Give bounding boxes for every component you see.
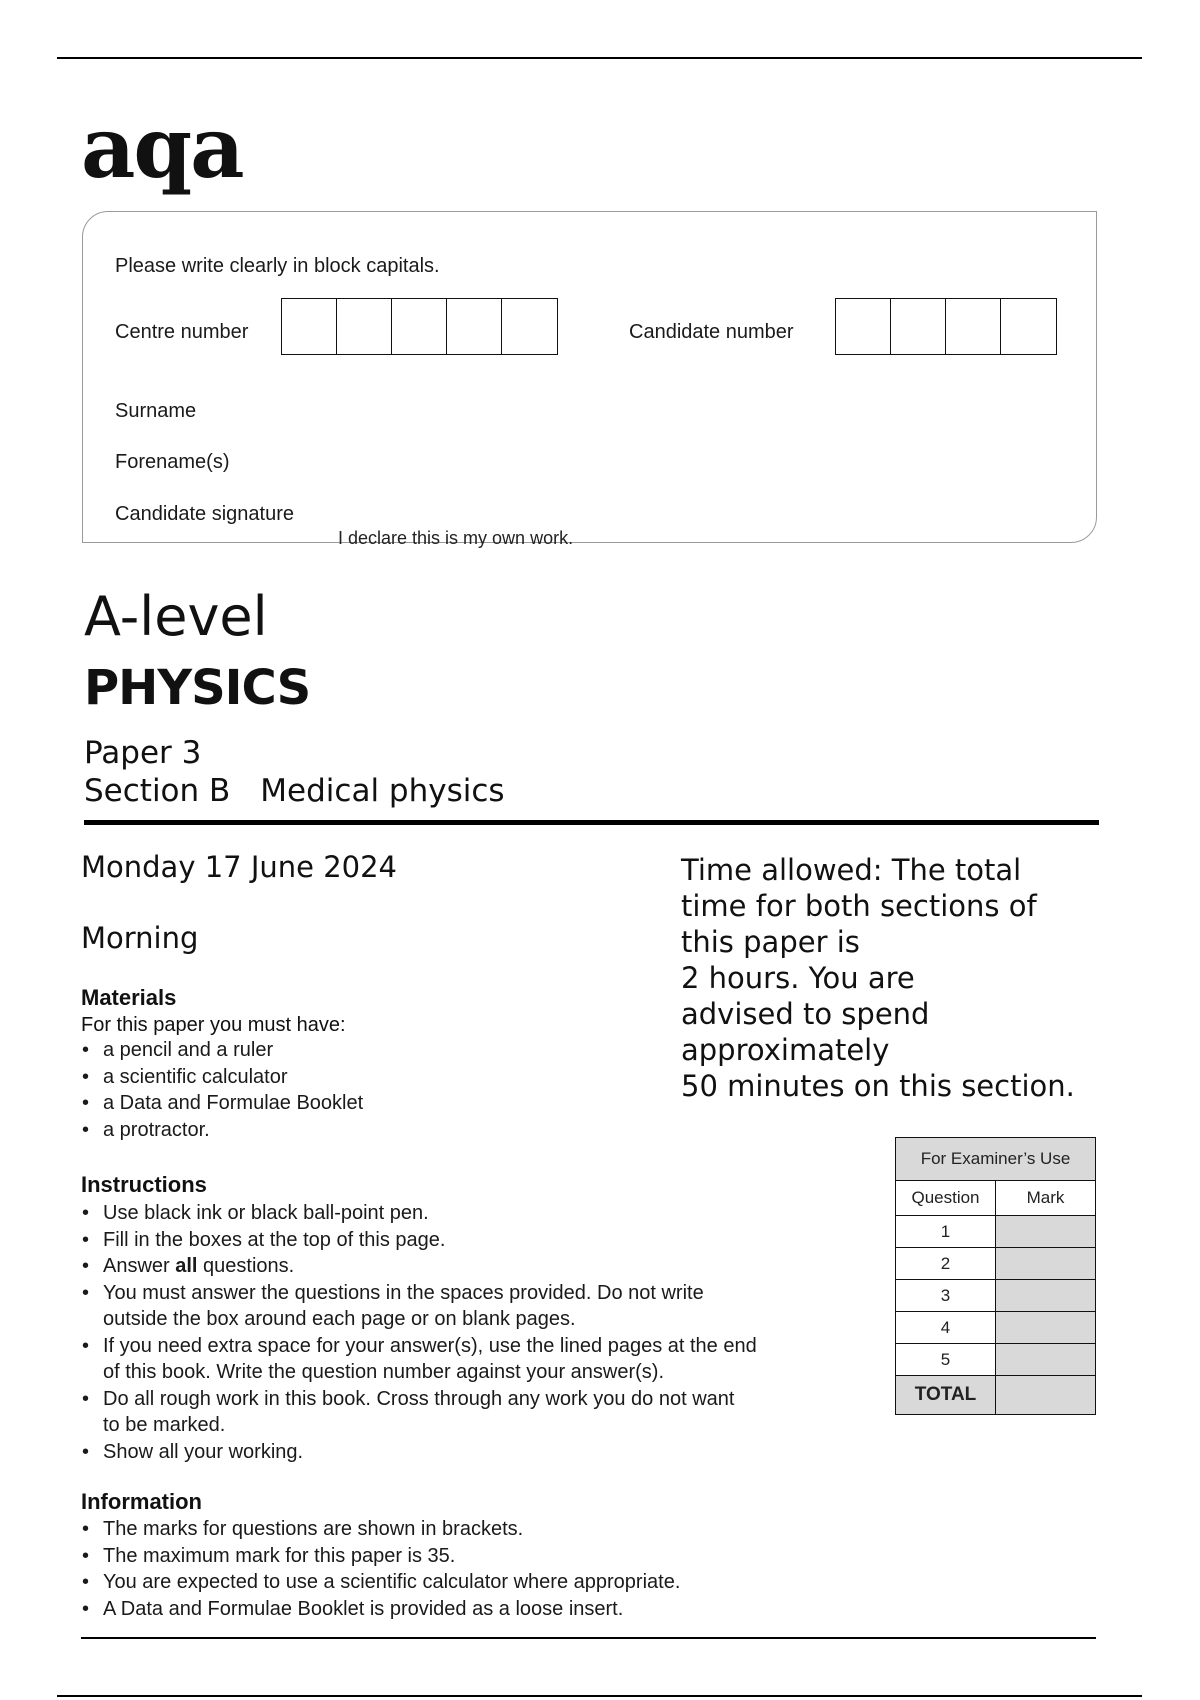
exam-session: Morning (81, 921, 199, 955)
qualification-level: A-level (84, 585, 268, 648)
block-capitals-instruction: Please write clearly in block capitals. (115, 255, 440, 277)
candidate-number-digit[interactable] (891, 299, 946, 354)
total-label: TOTAL (896, 1376, 996, 1415)
centre-number-boxes[interactable] (281, 298, 558, 355)
exam-date: Monday 17 June 2024 (81, 850, 397, 884)
candidate-signature-label: Candidate signature (115, 503, 295, 525)
materials-intro: For this paper you must have: (81, 1014, 346, 1036)
instruction-text: Use black ink or black ball-point pen. (103, 1202, 429, 1224)
list-item: • a protractor. (81, 1117, 363, 1144)
instructions-list (81, 1200, 757, 1465)
instruction-text: You must answer the questions in the spaces provided. Do not write (103, 1281, 704, 1304)
list-item (81, 1439, 757, 1466)
materials-list (81, 1037, 363, 1143)
list-item: • The marks for questions are shown in brackets. (81, 1516, 680, 1543)
time-allowed-line: approximately (681, 1033, 890, 1067)
question-number: 2 (896, 1248, 996, 1280)
top-rule (57, 57, 1142, 59)
examiners-use-table (895, 1137, 1096, 1415)
mark-cell (996, 1216, 1096, 1248)
section-code: Section B (84, 773, 231, 809)
centre-number-digit[interactable] (447, 299, 502, 354)
instruction-text: Fill in the boxes at the top of this page. (103, 1228, 446, 1251)
mark-column-header: Mark (996, 1181, 1096, 1216)
examiners-use-title: For Examiner’s Use (896, 1138, 1096, 1181)
list-item (81, 1253, 757, 1280)
total-mark-cell (996, 1376, 1096, 1415)
centre-number-digit[interactable] (282, 299, 337, 354)
time-allowed-line: advised to spend (681, 997, 930, 1031)
information-heading: Information (81, 1489, 202, 1514)
centre-number-digit[interactable] (337, 299, 392, 354)
list-item (81, 1227, 757, 1254)
question-number: 3 (896, 1280, 996, 1312)
question-column-header: Question (896, 1181, 996, 1216)
paper-number: Paper 3 (84, 735, 202, 771)
candidate-number-digit[interactable] (946, 299, 1001, 354)
instruction-text: Do all rough work in this book. Cross through any work you do not want (103, 1387, 735, 1410)
list-item: • The maximum mark for this paper is 35. (81, 1543, 680, 1570)
instruction-text: questions. (197, 1255, 295, 1277)
instruction-emphasis: all (175, 1255, 198, 1277)
forenames-label: Forename(s) (115, 451, 230, 473)
instruction-text: Answer (103, 1255, 176, 1277)
surname-label: Surname (115, 400, 197, 422)
bottom-rule (57, 1695, 1142, 1697)
time-allowed-line: this paper is (681, 925, 860, 959)
list-item: • a pencil and a ruler (81, 1037, 363, 1064)
instruction-text: of this book. Write the question number against your answer(s). (103, 1361, 665, 1383)
candidate-number-label: Candidate number (629, 321, 794, 343)
mark-cell (996, 1312, 1096, 1344)
instruction-text: Show all your working. (103, 1440, 304, 1463)
mark-cell (996, 1280, 1096, 1312)
aqa-logo: aqa (81, 98, 243, 197)
list-item (81, 1386, 757, 1439)
list-item (81, 1200, 757, 1227)
title-rule (84, 820, 1099, 825)
candidate-number-boxes[interactable] (835, 298, 1057, 355)
mark-cell (996, 1248, 1096, 1280)
time-allowed-line: 2 hours. You are (681, 961, 915, 995)
time-allowed-line: 50 minutes on this section. (681, 1069, 1075, 1103)
mark-cell (996, 1344, 1096, 1376)
list-item (81, 1333, 757, 1386)
section-heading (84, 773, 505, 809)
centre-number-label: Centre number (115, 321, 249, 343)
question-number: 4 (896, 1312, 996, 1344)
lower-rule (81, 1637, 1096, 1639)
instruction-text: to be marked. (103, 1414, 226, 1436)
time-allowed-line: time for both sections of (681, 889, 1037, 923)
time-allowed-line: Time allowed: The total (681, 853, 1022, 887)
instructions-heading: Instructions (81, 1172, 207, 1197)
materials-heading: Materials (81, 985, 177, 1010)
centre-number-digit[interactable] (392, 299, 447, 354)
candidate-number-digit[interactable] (836, 299, 891, 354)
instruction-text: outside the box around each page or on blank pages. (103, 1308, 576, 1330)
section-title: Medical physics (260, 773, 505, 809)
time-allowed (681, 852, 1121, 1104)
list-item: • a scientific calculator (81, 1064, 363, 1091)
centre-number-digit[interactable] (502, 299, 557, 354)
subject-title: PHYSICS (84, 660, 311, 716)
instruction-text: If you need extra space for your answer(s), use the lined pages at the end (103, 1334, 757, 1357)
information-list (81, 1516, 680, 1622)
list-item: • a Data and Formulae Booklet (81, 1090, 363, 1117)
list-item: • A Data and Formulae Booklet is provided as a loose insert. (81, 1596, 680, 1623)
question-number: 1 (896, 1216, 996, 1248)
list-item: • You are expected to use a scientific calculator where appropriate. (81, 1569, 680, 1596)
candidate-number-digit[interactable] (1001, 299, 1056, 354)
list-item (81, 1280, 757, 1333)
own-work-declaration: I declare this is my own work. (338, 528, 574, 548)
question-number: 5 (896, 1344, 996, 1376)
